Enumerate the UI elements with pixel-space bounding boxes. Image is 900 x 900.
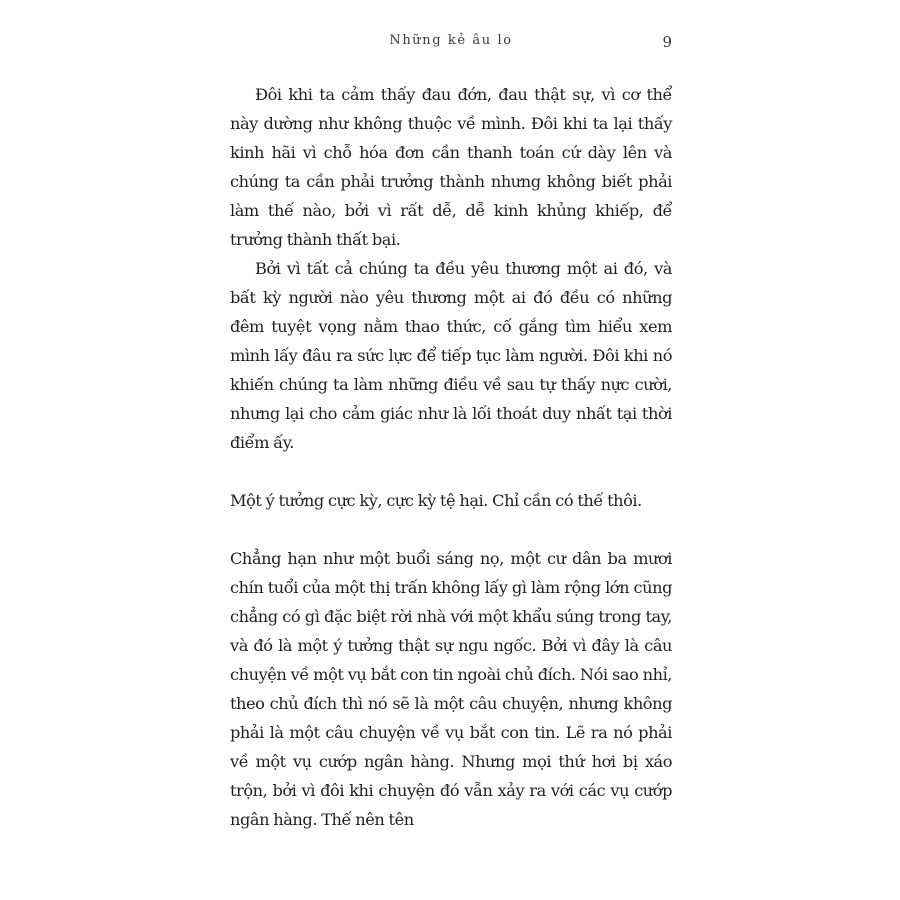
paragraph-2: Bởi vì tất cả chúng ta đều yêu thương một ai đó, và bất kỳ người nào yêu thương một ai đó đều có những đêm tuyệt vọng nằm thao thức, cố gắng tìm hiểu xem mình lấy đâu ra sức lực để tiếp tục làm người. Đôi khi nó khiến chúng ta làm những điều về sau tự thấy nực cười, nhưng lại cho cảm giác như là lối thoát duy nhất tại thời điểm ấy.	[230, 259, 672, 452]
running-head	[230, 33, 672, 53]
paragraph-3: Một ý tưởng cực kỳ, cực kỳ tệ hại. Chỉ cần có thế thôi.	[230, 491, 642, 510]
page-number: 9	[662, 33, 672, 51]
paragraph-4: Chẳng hạn như một buổi sáng nọ, một cư dân ba mươi chín tuổi của một thị trấn không lấy gì làm rộng lớn cũng chẳng có gì đặc biệt rời nhà với một khẩu súng trong tay, và đó là một ý tưởng thật sự ngu ngốc. Bởi vì đây là câu chuyện về một vụ bắt con tin ngoài chủ đích. Nói sao nhỉ, theo chủ đích thì nó sẽ là một câu chuyện, nhưng không phải là một câu chuyện về vụ bắt con tin. Lẽ ra nó phải về một vụ cướp ngân hàng. Nhưng mọi thứ hơi bị xáo trộn, bởi vì đôi khi chuyện đó vẫn xảy ra với các vụ cướp ngân hàng. Thế nên tên	[230, 549, 672, 829]
paragraph-1: Đôi khi ta cảm thấy đau đớn, đau thật sự, vì cơ thể này dường như không thuộc về mình. Đôi khi ta lại thấy kinh hãi vì chỗ hóa đơn cần thanh toán cứ dày lên và chúng ta cần phải trưởng thành nhưng không biết phải làm thế nào, bởi vì rất dễ, dễ kinh khủng khiếp, để trưởng thành thất bại.	[230, 85, 672, 249]
book-title: Những kẻ âu lo	[389, 33, 513, 48]
body-text	[230, 80, 672, 834]
